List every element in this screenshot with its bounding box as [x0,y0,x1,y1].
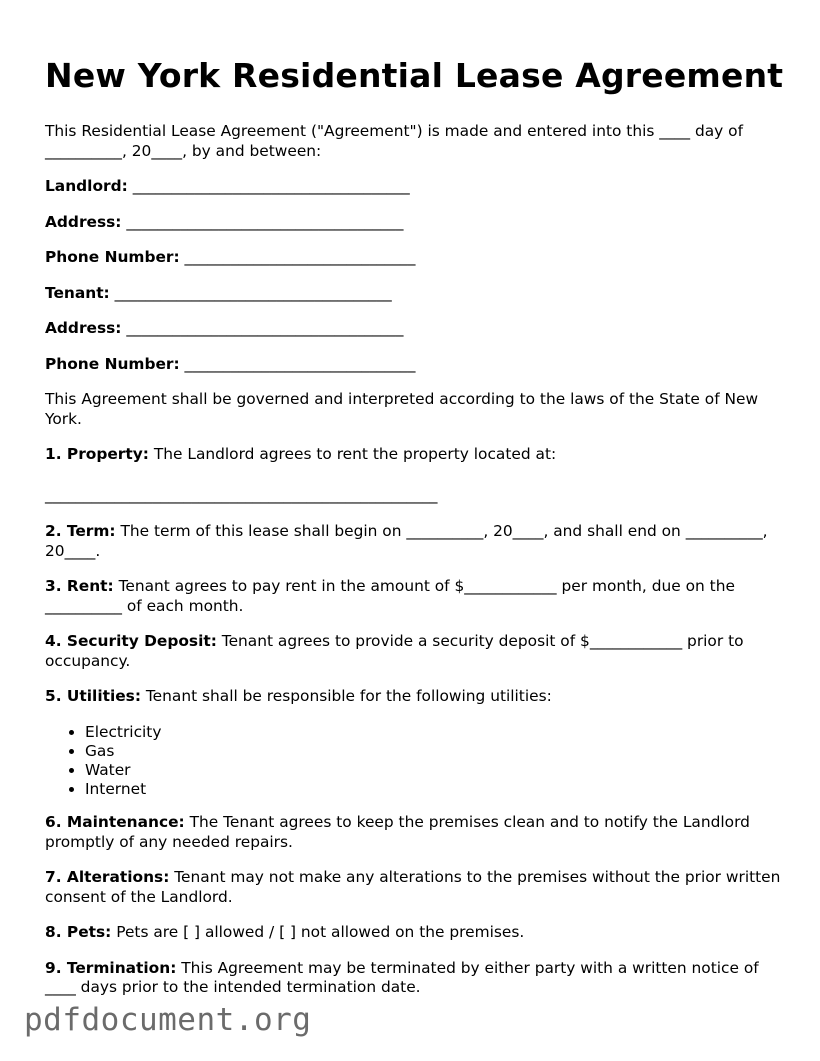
document-title: New York Residential Lease Agreement [45,56,784,95]
field-blank: ____________________________________ [132,177,410,195]
list-item: • Internet [85,780,785,799]
party-fields [45,177,785,374]
section-heading: 3. Rent: [45,577,114,595]
section-alterations [45,868,785,907]
field-label: Address: [45,212,122,231]
tenant-field [45,284,785,304]
section-termination [45,959,785,998]
section-text: Tenant shall be responsible for the following utilities: [145,687,552,705]
section-text: This Agreement may be terminated by either party with a written notice of ____ days prior to the intended termination date. [45,958,759,997]
section-property [45,445,785,465]
section-text: Tenant agrees to pay rent in the amount of $____________ per month, due on the __________ of each month. [45,577,735,615]
section-maintenance [45,813,785,852]
list-item: • Electricity [85,723,785,742]
section-heading: 2. Term: [45,522,116,540]
utilities-list [45,723,785,800]
landlord-field [45,177,785,197]
governing-law-paragraph: This Agreement shall be governed and interpreted according to the laws of the State of New York. [45,390,759,428]
intro-paragraph: This Residential Lease Agreement ("Agreement") is made and entered into this ____ day of __________, 20____, by and between: [45,122,743,160]
field-blank: ____________________________________ [114,283,392,302]
section-text: Tenant may not make any alterations to the premises without the prior written consent of the Landlord. [45,868,781,906]
section-heading: 8. Pets: [45,923,112,942]
landlord-address-field [45,213,785,233]
field-label: Landlord: [45,177,128,195]
section-heading: 4. Security Deposit: [45,632,217,650]
field-label: Phone Number: [45,248,180,266]
section-security-deposit [45,632,785,671]
section-heading: 1. Property: [45,445,149,463]
field-label: Phone Number: [45,354,180,373]
list-item: • Gas [85,742,785,761]
section-rent [45,577,785,616]
tenant-phone-field [45,355,785,375]
section-pets [45,923,785,943]
section-heading: 6. Maintenance: [45,813,185,832]
field-blank: ____________________________________ [126,212,404,231]
field-blank: ____________________________________ [126,319,404,337]
field-label: Tenant: [45,283,110,302]
section-heading: 5. Utilities: [45,687,141,705]
field-blank: ______________________________ [184,248,416,266]
section-text: The term of this lease shall begin on __________, 20____, and shall end on __________, 20____. [45,522,768,560]
section-heading: 9. Termination: [45,958,177,977]
section-term [45,522,785,561]
field-label: Address: [45,319,122,337]
lease-document [45,52,785,1014]
section-text: The Landlord agrees to rent the property located at: [153,445,557,463]
section-text: The Tenant agrees to keep the premises clean and to notify the Landlord promptly of any needed repairs. [45,813,750,851]
section-text: Tenant agrees to provide a security deposit of $____________ prior to occupancy. [45,632,744,670]
field-blank: ______________________________ [184,354,416,373]
tenant-address-field [45,319,785,339]
watermark: pdfdocument.org [24,1002,312,1038]
property-address-blank: ___________________________________________________ [45,485,438,504]
landlord-phone-field [45,248,785,268]
section-utilities [45,687,785,707]
section-heading: 7. Alterations: [45,868,170,887]
section-text: Pets are [ ] allowed / [ ] not allowed on the premises. [116,923,525,942]
list-item: • Water [85,761,785,780]
